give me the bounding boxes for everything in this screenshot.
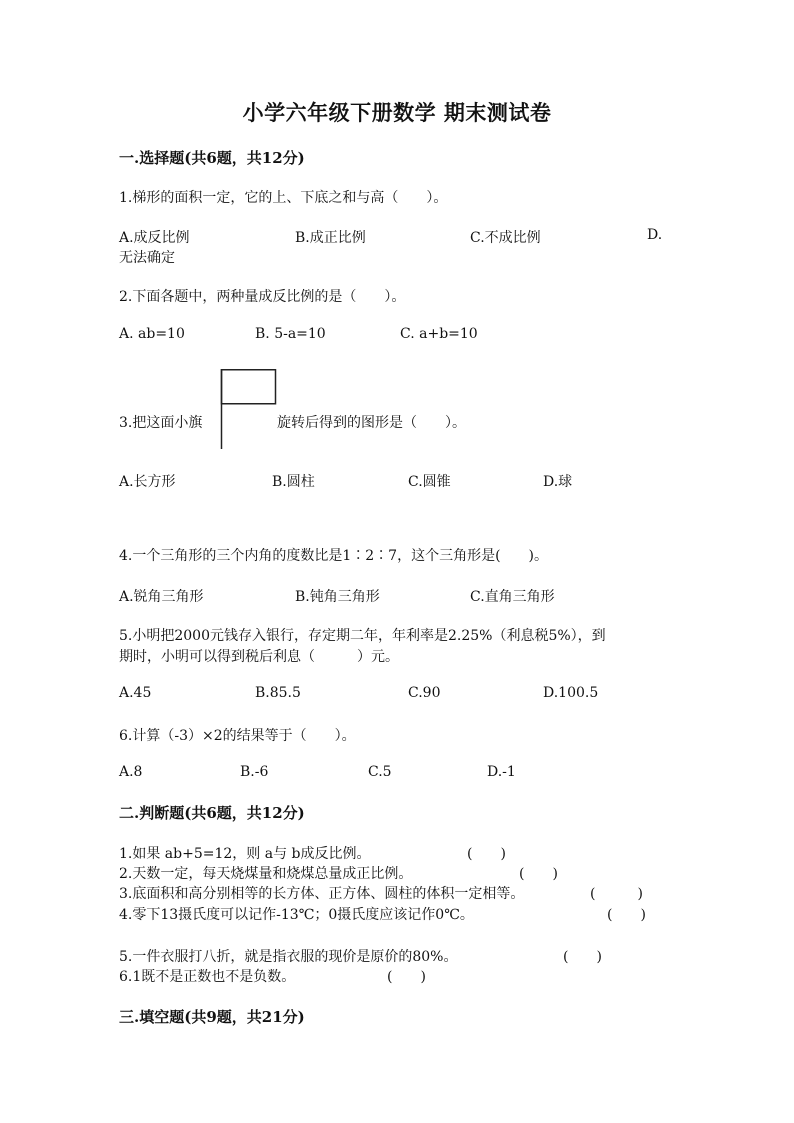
judgement-item-4-blank: ( ) <box>607 907 646 923</box>
q3-option-c: C.圆锥 <box>408 474 451 490</box>
question-2-stem: 2.下面各题中，两种量成反比例的是（ ）。 <box>119 289 406 305</box>
q1-option-c: C.不成比例 <box>470 230 541 246</box>
judgement-item-2-blank: ( ) <box>519 866 558 882</box>
q1-option-d-label: D. <box>647 227 663 243</box>
q3-option-b: B.圆柱 <box>272 474 315 490</box>
q5-option-c: C.90 <box>408 685 441 701</box>
question-1-stem: 1.梯形的面积一定，它的上、下底之和与高（ ）。 <box>119 190 448 206</box>
judgement-item-5-blank: ( ) <box>563 949 602 965</box>
q4-option-c: C.直角三角形 <box>470 589 555 605</box>
q1-option-b: B.成正比例 <box>295 230 366 246</box>
q6-option-c: C.5 <box>368 764 392 780</box>
section-heading-judgement: 二.判断题(共6题，共12分) <box>119 804 305 822</box>
q2-option-a: A. ab=10 <box>119 326 185 342</box>
q3-option-a: A.长方形 <box>119 474 176 490</box>
judgement-item-3-blank: ( ) <box>590 886 643 902</box>
judgement-item-4-text: 4.零下13摄氏度可以记作-13℃；0摄氏度应该记作0℃。 <box>119 907 474 923</box>
judgement-item-1-text: 1.如果 ab+5=12，则 a与 b成反比例。 <box>119 846 371 862</box>
section-heading-fill-blank: 三.填空题(共9题，共21分) <box>119 1008 305 1026</box>
flag-icon <box>220 369 278 449</box>
q6-option-a: A.8 <box>119 764 143 780</box>
flag-figure <box>220 369 278 449</box>
judgement-item-1-blank: ( ) <box>467 846 506 862</box>
q6-option-b: B.-6 <box>240 764 269 780</box>
question-4-stem: 4.一个三角形的三个内角的度数比是1∶2∶7，这个三角形是( )。 <box>119 548 549 564</box>
judgement-item-6-text: 6.1既不是正数也不是负数。 <box>119 969 296 985</box>
q4-option-a: A.锐角三角形 <box>119 589 204 605</box>
question-6-stem: 6.计算（-3）×2的结果等于（ ）。 <box>119 728 356 744</box>
question-5-stem-line1: 5.小明把2000元钱存入银行，存定期二年，年利率是2.25%（利息税5%），到 <box>119 628 606 644</box>
section-heading-choice: 一.选择题(共6题，共12分) <box>119 149 305 167</box>
judgement-item-6-blank: ( ) <box>387 969 426 985</box>
q3-option-d: D.球 <box>543 474 573 490</box>
page-title: 小学六年级下册数学 期末测试卷 <box>242 100 552 125</box>
question-5-stem-line2: 期时，小明可以得到税后利息（ ）元。 <box>119 649 399 665</box>
q4-option-b: B.钝角三角形 <box>295 589 380 605</box>
q1-option-a: A.成反比例 <box>119 230 190 246</box>
judgement-item-3-text: 3.底面积和高分别相等的长方体、正方体、圆柱的体积一定相等。 <box>119 886 525 902</box>
q5-option-a: A.45 <box>119 685 152 701</box>
q2-option-c: C. a+b=10 <box>400 326 478 342</box>
q6-option-d: D.-1 <box>487 764 516 780</box>
judgement-item-2-text: 2.天数一定，每天烧煤量和烧煤总量成正比例。 <box>119 866 413 882</box>
judgement-item-5-text: 5.一件衣服打八折，就是指衣服的现价是原价的80%。 <box>119 949 458 965</box>
question-3-stem-before: 3.把这面小旗 <box>119 415 203 431</box>
question-3-stem-after: 旋转后得到的图形是（ ）。 <box>277 415 466 431</box>
q2-option-b: B. 5-a=10 <box>255 326 326 342</box>
q5-option-d: D.100.5 <box>543 685 599 701</box>
q1-option-d-text: 无法确定 <box>119 250 175 266</box>
q5-option-b: B.85.5 <box>255 685 301 701</box>
